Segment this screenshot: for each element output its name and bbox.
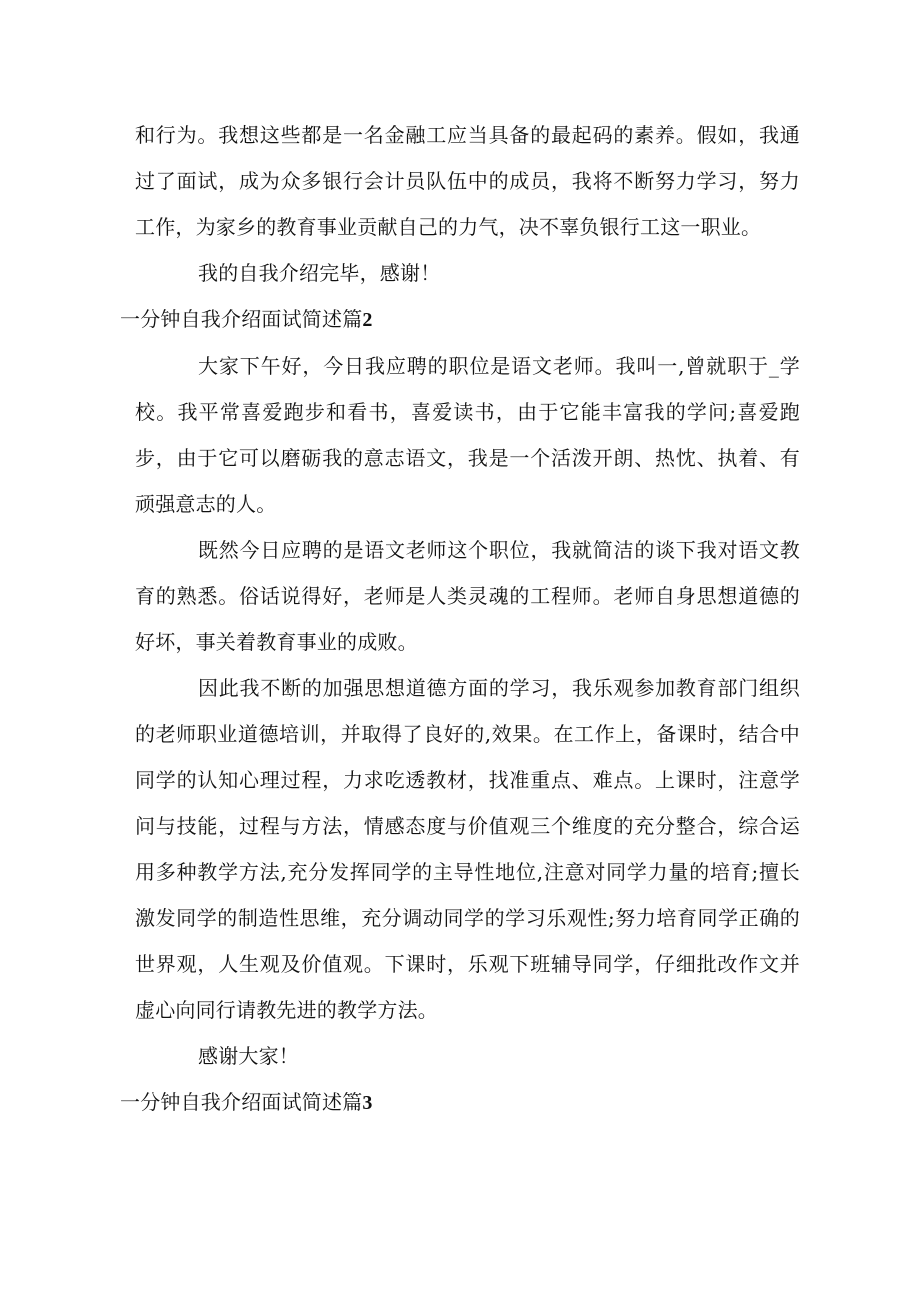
paragraph-work-experience: 因此我不断的加强思想道德方面的学习，我乐观参加教育部门组织的老师职业道德培训，并取得了良好的,效果。在工作上，备课时，结合中同学的认知心理过程，力求吃透教材，找准重点、难点。上课时，注意学问与技能，过程与方法，情感态度与价值观三个维度的充分整合，综合运用多种教学方法,充分发挥同学的主导性地位,注意对同学力量的培育;擅长激发同学的制造性思维，充分调动同学的学习乐观性;努力培育同学正确的世界观，人生观及价值观。下课时，乐观下班辅导同学，仔细批改作文并虚心向同行请教先进的教学方法。	[135, 676, 800, 1022]
section-heading-text: 一分钟自我介绍面试简述篇	[120, 307, 363, 331]
document-body	[120, 112, 800, 1126]
section-heading-text: 一分钟自我介绍面试简述篇	[120, 1090, 363, 1114]
paragraph-teaching-view: 既然今日应聘的是语文老师这个职位，我就简洁的谈下我对语文教育的熟悉。俗话说得好，老师是人类灵魂的工程师。老师自身思想道德的好坏，事关着教育事业的成败。	[135, 538, 800, 654]
paragraph-greeting: 大家下午好，今日我应聘的职位是语文老师。我叫一,曾就职于_学校。我平常喜爱跑步和看书，喜爱读书，由于它能丰富我的学问;喜爱跑步，由于它可以磨砺我的意志语文，我是一个活泼开朗、热忱、执着、有顽强意志的人。	[135, 354, 800, 516]
section-heading-2	[120, 296, 800, 343]
paragraph-thanks: 感谢大家！	[198, 1044, 299, 1068]
paragraph-continuation: 和行为。我想这些都是一名金融工应当具备的最起码的素养。假如，我通过了面试，成为众多银行会计员队伍中的成员，我将不断努力学习，努力工作，为家乡的教育事业贡献自己的力气，决不辜负银行工这一职业。	[135, 123, 800, 239]
section-heading-3	[120, 1079, 800, 1126]
section-heading-number: 2	[362, 309, 373, 331]
section-heading-number: 3	[362, 1092, 373, 1114]
paragraph-intro-closing: 我的自我介绍完毕，感谢！	[198, 261, 441, 285]
